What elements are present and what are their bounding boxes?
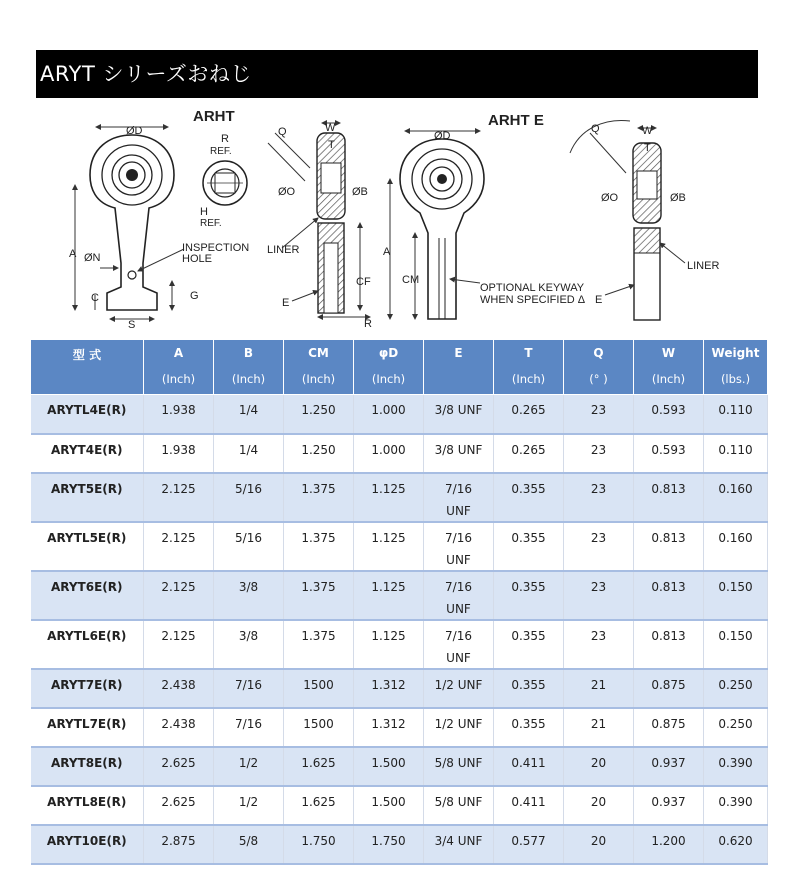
cell-t: 0.265 <box>494 395 564 434</box>
cell-model: ARYTL4E(R) <box>31 395 144 434</box>
cell-b: 3/8 <box>214 571 284 620</box>
cell-w: 0.875 <box>634 708 704 747</box>
header-t: T (Inch) <box>494 340 564 395</box>
cell-t: 0.355 <box>494 620 564 669</box>
table-row <box>31 395 768 434</box>
cell-a: 2.125 <box>144 571 214 620</box>
cell-model: ARYTL8E(R) <box>31 786 144 825</box>
cell-model: ARYTL7E(R) <box>31 708 144 747</box>
table-row <box>31 434 768 473</box>
cell-q: 23 <box>564 522 634 571</box>
header-e: E <box>424 340 494 395</box>
label-n: ØN <box>84 252 101 264</box>
table-row <box>31 747 768 786</box>
cell-e: 7/16 UNF <box>424 473 494 522</box>
cell-weight: 0.110 <box>704 434 768 473</box>
label-b-2: ØB <box>670 192 686 204</box>
cell-e: 7/16 UNF <box>424 571 494 620</box>
label-r-bottom: R <box>364 318 372 330</box>
header-weight: Weight (lbs.) <box>704 340 768 395</box>
label-keyway-line2: WHEN SPECIFIED Δ <box>480 294 586 306</box>
cell-w: 0.813 <box>634 473 704 522</box>
cell-a: 2.875 <box>144 825 214 864</box>
cell-weight: 0.390 <box>704 747 768 786</box>
cell-weight: 0.250 <box>704 669 768 708</box>
cell-a: 2.125 <box>144 473 214 522</box>
cell-a: 2.125 <box>144 620 214 669</box>
cell-d: 1.500 <box>354 786 424 825</box>
cell-model: ARYTL5E(R) <box>31 522 144 571</box>
cell-weight: 0.160 <box>704 473 768 522</box>
cell-b: 1/4 <box>214 395 284 434</box>
label-e-2: E <box>595 294 603 306</box>
cell-t: 0.411 <box>494 786 564 825</box>
label-od: ØD <box>126 125 143 137</box>
arhte-title: ARHT E <box>488 112 544 129</box>
cell-q: 20 <box>564 747 634 786</box>
label-e: E <box>282 297 290 309</box>
cell-b: 7/16 <box>214 669 284 708</box>
label-w: W <box>325 122 336 134</box>
cell-q: 23 <box>564 620 634 669</box>
cell-w: 0.593 <box>634 395 704 434</box>
arhte-front-view <box>383 130 586 319</box>
table-row <box>31 669 768 708</box>
label-od-2: ØD <box>434 130 451 142</box>
cell-w: 0.937 <box>634 786 704 825</box>
cell-model: ARYT6E(R) <box>31 571 144 620</box>
label-inspection: INSPECTION <box>182 242 250 254</box>
cell-e: 1/2 UNF <box>424 708 494 747</box>
cell-e: 5/8 UNF <box>424 747 494 786</box>
header-d: φD (Inch) <box>354 340 424 395</box>
header-w: W (Inch) <box>634 340 704 395</box>
label-a: A <box>69 248 77 260</box>
label-r: R <box>221 133 229 145</box>
header-b: B (Inch) <box>214 340 284 395</box>
label-o: ØO <box>278 186 296 198</box>
label-cf: CF <box>356 276 371 288</box>
cell-w: 0.937 <box>634 747 704 786</box>
cell-weight: 0.620 <box>704 825 768 864</box>
cell-a: 2.625 <box>144 747 214 786</box>
cell-d: 1.125 <box>354 473 424 522</box>
cell-cm: 1.625 <box>284 747 354 786</box>
label-g: G <box>190 290 199 302</box>
cell-weight: 0.150 <box>704 571 768 620</box>
cell-e: 7/16 UNF <box>424 522 494 571</box>
cell-a: 2.625 <box>144 786 214 825</box>
cell-model: ARYTL6E(R) <box>31 620 144 669</box>
cell-t: 0.265 <box>494 434 564 473</box>
cell-d: 1.000 <box>354 395 424 434</box>
cell-e: 3/4 UNF <box>424 825 494 864</box>
cell-b: 3/8 <box>214 620 284 669</box>
cell-q: 21 <box>564 669 634 708</box>
cell-e: 3/8 UNF <box>424 395 494 434</box>
cell-a: 2.438 <box>144 708 214 747</box>
cell-e: 7/16 UNF <box>424 620 494 669</box>
header-q: Q (° ) <box>564 340 634 395</box>
cell-q: 20 <box>564 786 634 825</box>
label-b: ØB <box>352 186 368 198</box>
label-c: C <box>91 292 99 304</box>
cell-cm: 1.625 <box>284 786 354 825</box>
cell-w: 1.200 <box>634 825 704 864</box>
table-row <box>31 708 768 747</box>
cell-t: 0.355 <box>494 522 564 571</box>
cell-b: 5/8 <box>214 825 284 864</box>
label-t: T <box>328 139 335 151</box>
cell-cm: 1500 <box>284 669 354 708</box>
cell-model: ARYT7E(R) <box>31 669 144 708</box>
label-liner-2: LINER <box>687 260 720 272</box>
cell-d: 1.750 <box>354 825 424 864</box>
label-hole: HOLE <box>182 253 212 265</box>
cell-t: 0.411 <box>494 747 564 786</box>
cell-q: 23 <box>564 395 634 434</box>
cell-e: 3/8 UNF <box>424 434 494 473</box>
table-row <box>31 473 768 522</box>
cell-weight: 0.250 <box>704 708 768 747</box>
cell-b: 5/16 <box>214 522 284 571</box>
label-s: S <box>128 319 136 331</box>
label-w-2: W <box>642 125 653 137</box>
arht-end-view <box>200 133 247 229</box>
label-h: H <box>200 206 208 218</box>
cell-model: ARYT8E(R) <box>31 747 144 786</box>
label-q-2: Q <box>591 123 600 135</box>
label-q: Q <box>278 126 287 138</box>
cell-weight: 0.110 <box>704 395 768 434</box>
cell-d: 1.125 <box>354 571 424 620</box>
cell-weight: 0.150 <box>704 620 768 669</box>
cell-d: 1.312 <box>354 669 424 708</box>
cell-q: 21 <box>564 708 634 747</box>
label-liner: LINER <box>267 244 300 256</box>
cell-d: 1.312 <box>354 708 424 747</box>
spec-table <box>30 339 768 865</box>
cell-q: 23 <box>564 571 634 620</box>
cell-weight: 0.160 <box>704 522 768 571</box>
cell-cm: 1.375 <box>284 522 354 571</box>
table-row <box>31 571 768 620</box>
cell-cm: 1.375 <box>284 473 354 522</box>
header-a: A (Inch) <box>144 340 214 395</box>
cell-t: 0.355 <box>494 473 564 522</box>
cell-cm: 1.375 <box>284 571 354 620</box>
label-a-2: A <box>383 246 391 258</box>
arht-title: ARHT <box>193 108 235 125</box>
cell-cm: 1500 <box>284 708 354 747</box>
cell-cm: 1.250 <box>284 434 354 473</box>
header-cm: CM (Inch) <box>284 340 354 395</box>
cell-d: 1.000 <box>354 434 424 473</box>
cell-t: 0.577 <box>494 825 564 864</box>
cell-e: 5/8 UNF <box>424 786 494 825</box>
label-t-2: T <box>644 142 651 154</box>
cell-d: 1.500 <box>354 747 424 786</box>
arht-side-section <box>267 122 372 330</box>
header-model: 型 式 <box>31 340 144 395</box>
page-title: ARYT シリーズおねじ <box>36 50 758 98</box>
label-o-2: ØO <box>601 192 619 204</box>
label-r-ref: REF. <box>210 146 232 157</box>
cell-a: 1.938 <box>144 434 214 473</box>
cell-d: 1.125 <box>354 620 424 669</box>
cell-model: ARYT10E(R) <box>31 825 144 864</box>
cell-a: 2.438 <box>144 669 214 708</box>
cell-q: 23 <box>564 473 634 522</box>
cell-cm: 1.750 <box>284 825 354 864</box>
cell-cm: 1.375 <box>284 620 354 669</box>
table-header-row <box>31 340 768 395</box>
cell-d: 1.125 <box>354 522 424 571</box>
label-h-ref: REF. <box>200 218 222 229</box>
cell-b: 7/16 <box>214 708 284 747</box>
cell-t: 0.355 <box>494 669 564 708</box>
cell-w: 0.875 <box>634 669 704 708</box>
label-keyway-line1: OPTIONAL KEYWAY <box>480 282 585 294</box>
cell-a: 1.938 <box>144 395 214 434</box>
table-row <box>31 825 768 864</box>
rod-end-dimension-diagram <box>60 103 730 335</box>
cell-model: ARYT4E(R) <box>31 434 144 473</box>
cell-b: 5/16 <box>214 473 284 522</box>
cell-q: 20 <box>564 825 634 864</box>
cell-a: 2.125 <box>144 522 214 571</box>
cell-q: 23 <box>564 434 634 473</box>
cell-cm: 1.250 <box>284 395 354 434</box>
cell-w: 0.813 <box>634 571 704 620</box>
cell-w: 0.813 <box>634 620 704 669</box>
cell-t: 0.355 <box>494 571 564 620</box>
cell-weight: 0.390 <box>704 786 768 825</box>
cell-w: 0.593 <box>634 434 704 473</box>
label-cm: CM <box>402 274 420 286</box>
cell-b: 1/4 <box>214 434 284 473</box>
cell-w: 0.813 <box>634 522 704 571</box>
table-row <box>31 620 768 669</box>
table-row <box>31 786 768 825</box>
cell-e: 1/2 UNF <box>424 669 494 708</box>
table-row <box>31 522 768 571</box>
cell-model: ARYT5E(R) <box>31 473 144 522</box>
cell-b: 1/2 <box>214 786 284 825</box>
cell-b: 1/2 <box>214 747 284 786</box>
arhte-side-section <box>570 120 719 320</box>
cell-t: 0.355 <box>494 708 564 747</box>
